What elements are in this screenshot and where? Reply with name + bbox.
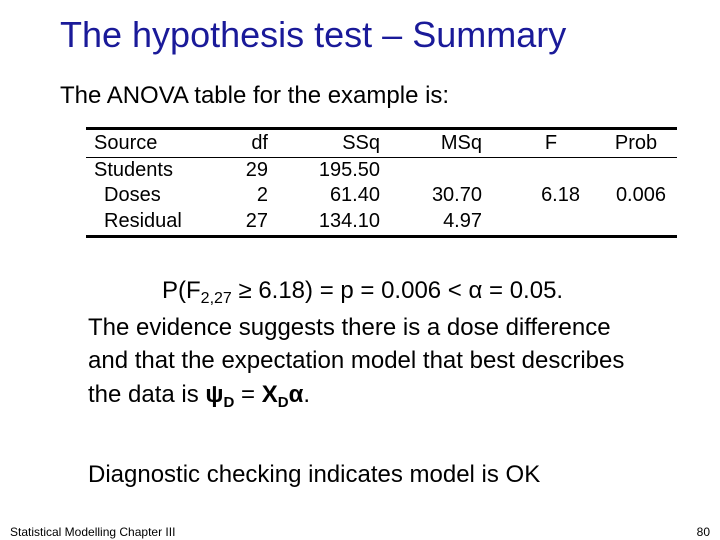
psi-symbol: ψ <box>205 381 224 408</box>
col-header-f: F <box>544 132 558 154</box>
slide-title: The hypothesis test – Summary <box>60 14 567 55</box>
col-header-df: df <box>251 132 268 154</box>
model-prefix: the data is <box>88 381 206 408</box>
equals-sign: = <box>234 381 262 408</box>
row-residual-df: 27 <box>245 210 268 232</box>
row-doses-msq: 30.70 <box>431 184 482 206</box>
model-line <box>88 380 310 418</box>
diagnostic-statement: Diagnostic checking indicates model is OK <box>88 461 541 488</box>
x-subscript: D <box>277 394 289 411</box>
row-doses-source: Doses <box>104 184 161 206</box>
col-header-msq: MSq <box>440 132 482 154</box>
table-bottom-rule <box>86 235 677 238</box>
alpha-symbol: α <box>288 381 304 408</box>
row-residual-source: Residual <box>104 210 182 232</box>
row-students-df: 29 <box>245 159 268 181</box>
p-value-statement <box>162 276 563 314</box>
col-header-ssq: SSq <box>342 132 380 154</box>
f-subscript: 2,27 <box>200 290 232 307</box>
page-number: 80 <box>696 525 710 539</box>
period: . <box>303 381 311 408</box>
col-header-source: Source <box>94 132 158 154</box>
psi-subscript: D <box>223 394 235 411</box>
p-open: P(F <box>162 277 201 304</box>
row-residual-msq: 4.97 <box>443 210 482 232</box>
intro-text: The ANOVA table for the example is: <box>60 82 450 109</box>
row-doses-ssq: 61.40 <box>329 184 380 206</box>
row-students-source: Students <box>94 159 173 181</box>
evidence-line-1: The evidence suggests there is a dose difference <box>88 314 611 341</box>
row-doses-f: 6.18 <box>541 184 580 206</box>
col-header-prob: Prob <box>614 132 658 154</box>
evidence-line-2: and that the expectation model that best describes <box>88 347 625 374</box>
row-students-ssq: 195.50 <box>318 159 380 181</box>
row-doses-df: 2 <box>256 184 268 206</box>
anova-table <box>86 127 677 238</box>
table-header-rule <box>86 157 677 158</box>
p-rest: ≥ 6.18) = p = 0.006 < α = 0.05. <box>231 277 564 304</box>
row-residual-ssq: 134.10 <box>318 210 380 232</box>
table-top-rule <box>86 127 677 130</box>
x-matrix: X <box>261 381 278 408</box>
row-doses-prob: 0.006 <box>615 184 666 206</box>
footer-course: Statistical Modelling Chapter III <box>10 525 176 539</box>
